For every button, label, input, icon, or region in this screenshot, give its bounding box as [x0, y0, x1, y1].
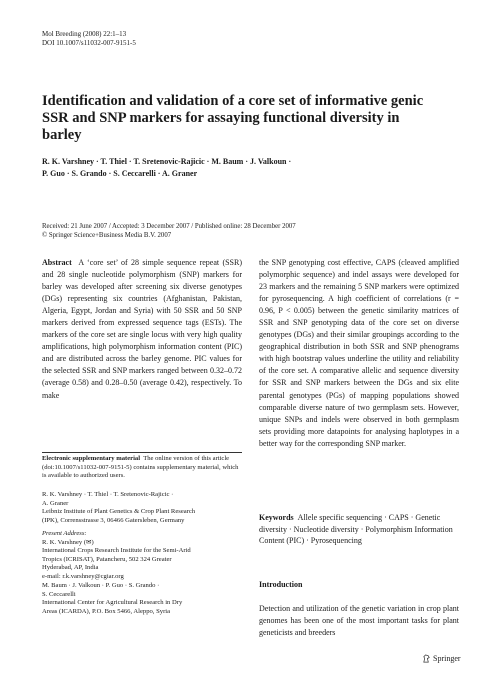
keywords-label: Keywords — [259, 513, 294, 522]
journal-citation: Mol Breeding (2008) 22:1–13 — [42, 30, 127, 38]
introduction-heading: Introduction — [259, 580, 303, 589]
affiliation-icarda — [42, 582, 242, 616]
keywords — [259, 512, 459, 547]
email-link[interactable]: e-mail: r.k.varshney@cgiar.org — [42, 572, 124, 580]
keywords-text: Allele specific sequencing · CAPS · Genetic diversity · Nucleotide diversity · Polymorphism Information Content (PIC) · Pyrosequencing — [259, 513, 453, 545]
affiliation-line: International Crops Research Institute for the Semi-Arid — [42, 547, 191, 554]
affiliation-line: (IPK), Corrensstrasse 3, 06466 Gatersleben, Germany — [42, 516, 185, 524]
affiliation-line: Leibniz Institute of Plant Genetics & Crop Plant Research — [42, 508, 196, 515]
affiliation-icrisat — [42, 530, 242, 581]
affiliation-line: R. K. Varshney (✉) — [42, 538, 94, 546]
esm-label: Electronic supplementary material — [42, 455, 141, 462]
present-address-label: Present Address: — [42, 530, 87, 537]
author-line-2: P. Guo · S. Grando · S. Ceccarelli · A. Graner — [42, 169, 198, 178]
affiliation-ipk — [42, 491, 242, 525]
abstract-text-left: A ‘core set’ of 28 simple sequence repeat (SSR) and 28 single nucleotide polymorphism (SNP) markers for barley was developed after screening six diverse genotypes (DGs) representing six countries (Afghanistan, Pakistan, Algeria, Egypt, Jordan and Syria) with 50 SSR and 50 SNP markers derived from expressed sequence tags (ESTs). The markers of the core set are single locus with very high quality amplifications, high polymorphism information content (PIC) and are distributed across the barley genome. PIC values for the selected SSR and SNP markers ranged between 0.32–0.72 (average 0.58) and 0.28–0.50 (average 0.42), respectively. To make — [42, 258, 243, 400]
springer-horse-icon — [422, 654, 431, 663]
affiliation-line: A. Graner — [42, 499, 69, 507]
publication-dates — [42, 223, 462, 240]
copyright: © Springer Science+Business Media B.V. 2007 — [42, 231, 172, 239]
esm-text: The online version of this article (doi:10.1007/s11032-007-9151-5) contains supplementary material, which is available to authorized users. — [42, 455, 239, 480]
article-title: Identification and validation of a core set of informative genic SSR and SNP markers for assaying functional diversity in barley — [42, 93, 424, 143]
affiliation-line: Hyderabad, AP, India — [42, 564, 99, 571]
affiliation-line: Areas (ICARDA), P.O. Box 5466, Aleppo, Syria — [42, 607, 171, 615]
doi: DOI 10.1007/s11032-007-9151-5 — [42, 39, 136, 47]
author-line-1: R. K. Varshney · T. Thiel · T. Sretenovic-Rajicic · M. Baum · J. Valkoun · — [42, 157, 292, 166]
affiliation-line: International Center for Agricultural Research in Dry — [42, 599, 183, 606]
affiliation-line: S. Ceccarelli — [42, 590, 76, 598]
author-list — [42, 156, 442, 180]
introduction-text: Detection and utilization of the genetic variation in crop plant genomes has been one of the most important tasks for plant geneticists and breeders — [259, 604, 459, 637]
footnote-divider — [42, 452, 242, 453]
journal-info — [42, 30, 136, 48]
electronic-supplementary-note — [42, 455, 242, 481]
abstract-right-column: the SNP genotyping cost effective, CAPS (cleaved amplified polymorphic sequence) and indel assays were developed for 23 markers and the remaining 5 SNP markers were optimized for pyrosequencing. A high coefficient of correlations (r = 0.96, P < 0.005) between the genetic similarity matrices of SSR and SNP genotyping data of the core set on diverse genotypes (DGs) and their similar groupings according to the geographical distribution in both SSR and SNP phenograms with high bootstrap values underline the utility and reliability of the core set. A comparative allelic and sequence diversity for SSR and SNP markers between the DGs and six elite parental genotypes (PGs) of mapping populations showed comparable diverse nature of two germplasm sets. However, unique SNPs and indels were observed in both germplasm sets providing more datapoints for analysing haplotypes in a better way for the corresponding SNP marker. — [259, 258, 459, 448]
abstract-label: Abstract — [42, 258, 72, 267]
publisher-name: Springer — [433, 654, 461, 663]
affiliation-line: M. Baum · J. Valkoun · P. Guo · S. Grando · — [42, 582, 160, 589]
affiliation-line: R. K. Varshney · T. Thiel · T. Sretenovic-Rajicic · — [42, 491, 174, 498]
publisher-logo — [422, 654, 461, 663]
date-history: Received: 21 June 2007 / Accepted: 3 December 2007 / Published online: 28 December 2007 — [42, 223, 296, 230]
affiliation-line: Tropics (ICRISAT), Patancheru, 502 324 Greater — [42, 555, 172, 563]
abstract-left-column — [42, 257, 242, 402]
